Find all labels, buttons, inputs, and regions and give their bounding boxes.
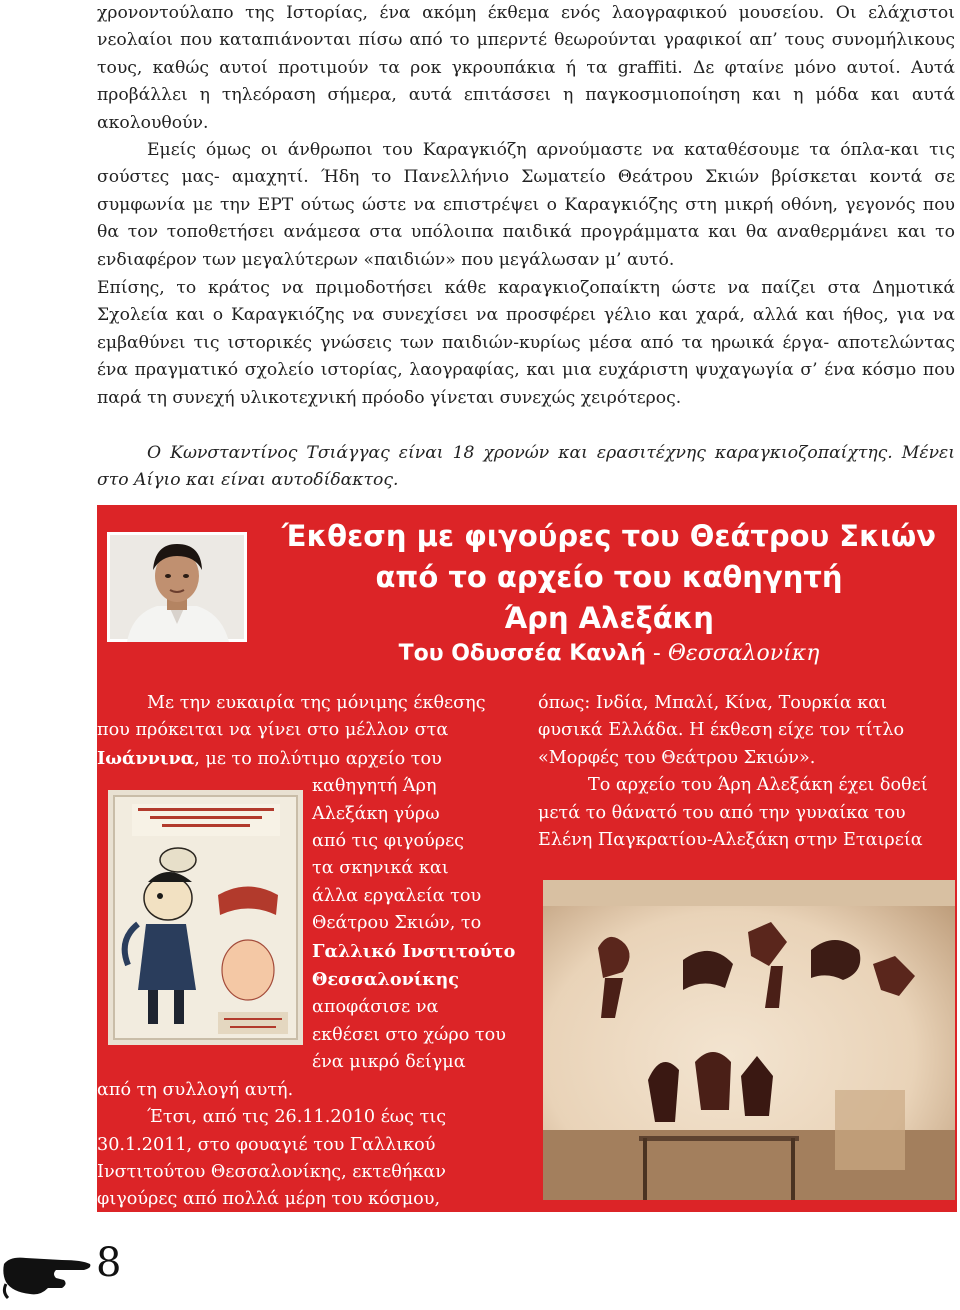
byline-separator: - bbox=[645, 641, 668, 666]
text-line: μετά το θάνατό του από την γυναίκα του bbox=[538, 802, 906, 823]
paragraph-karagiozis-people: Εμείς όμως οι άνθρωποι του Καραγκιόζη αρνούμαστε να καταθέσουμε τα όπλα-και τις σούστες μας- αμαχητί. Ήδη το Πανελλήνιο Σωματείο Θεάτρου Σκιών βρίσκεται κοντά σε συμφωνία με την ΕΡΤ ούτως ώστε να επιστρέψει ο Καραγκιόζης στη μικρή οθόνη, γεγονός που θα τον τοποθετήσει ανάμεσα στα υπόλοιπα παιδικά προγράμματα και θα αναθερμάνει και το ενδιαφέρον των μεγαλύτερων «παιδιών» που μεγάλωσαν μ’ αυτό. bbox=[97, 140, 955, 270]
karagiozis-poster-image bbox=[108, 790, 303, 1045]
text-ioannina: Ιωάννινα bbox=[97, 747, 195, 769]
text-line: Το αρχείο του Άρη Αλεξάκη έχει δοθεί bbox=[588, 775, 928, 796]
article-title bbox=[258, 516, 960, 639]
text-line: καθηγητή Άρη bbox=[312, 776, 437, 797]
text-thessaloniki: Θεσσαλονίκης bbox=[312, 969, 459, 991]
author-note: Ο Κωνσταντίνος Τσιάγγας είναι 18 χρονών και ερασιτέχνης καραγκιοζοπαίχτης. Μένει στο Αίγιο και είναι αυτοδίδακτος. bbox=[97, 443, 955, 491]
text-line: Με την ευκαιρία της μόνιμης έκθεσης bbox=[147, 693, 486, 713]
article-byline bbox=[258, 638, 960, 670]
text-line: ένα μικρό δείγμα bbox=[312, 1052, 466, 1073]
text-line: φυσικά Ελλάδα. Η έκθεση είχε τον τίτλο bbox=[538, 720, 905, 741]
text-line: Ινστιτούτου Θεσσαλονίκης, εκτεθήκαν bbox=[97, 1161, 446, 1182]
text-line: Αλεξάκη γύρω bbox=[312, 803, 440, 824]
pointing-hand-icon bbox=[0, 1248, 92, 1300]
title-line-2: από το αρχείο του καθηγητή bbox=[375, 560, 843, 594]
text-line: από τις φιγούρες bbox=[312, 831, 465, 852]
text-line: από τη συλλογή αυτή. bbox=[97, 1079, 294, 1100]
text-line: φιγούρες από πολλά μέρη του κόσμου, bbox=[97, 1189, 441, 1210]
byline-city: Θεσσαλονίκη bbox=[667, 641, 820, 666]
page-number: 8 bbox=[96, 1240, 122, 1286]
text-institute: Γαλλικό Ινστιτούτο bbox=[312, 940, 516, 962]
article-right-column bbox=[538, 690, 960, 854]
text-line: που πρόκειται να γίνει στο μέλλον στα bbox=[97, 720, 449, 741]
text-line: τα σκηνικά και bbox=[312, 858, 449, 879]
byline-author: Του Οδυσσέα Κανλή bbox=[398, 641, 646, 666]
text-line: άλλα εργαλεία του bbox=[312, 885, 482, 906]
shadow-puppet-exhibition-photo bbox=[543, 880, 955, 1200]
text-line: , με το πολύτιμο αρχείο του bbox=[194, 748, 442, 769]
text-line: Ελένη Παγκρατίου-Αλεξάκη στην Εταιρεία bbox=[538, 830, 923, 851]
title-line-3: Άρη Αλεξάκη bbox=[504, 601, 714, 635]
paragraph-state-support: Επίσης, το κράτος να πριμοδοτήσει κάθε καραγκιοζοπαίκτη ώστε να παίζει στα Δημοτικά Σχολεία και ο Καραγκιόζης να συνεχίσει να προσφέρει γέλιο και χαρά, αλλά και ήθος, για να εμβαθύνει τις ιστορικές γνώσεις των παιδιών-κυρίως μέσα από τα ηρωικά έργα- αποτελώντας ένα πραγματικό σχολείο ιστορίας, λαογραφίας, και μια ευχάριστη ψυχαγωγία σ’ ένα κόσμο που παρά τη συνεχή υλικοτεχνική πρόοδο γίνεται συνεχώς χειρότερος. bbox=[97, 278, 955, 408]
title-line-1: Έκθεση με φιγούρες του Θεάτρου Σκιών bbox=[282, 519, 936, 553]
text-line: όπως: Ινδία, Μπαλί, Κίνα, Τουρκία και bbox=[538, 693, 888, 713]
paragraph-continuation: χρονοντούλαπο της Ιστορίας, ένα ακόμη έκθεμα ενός λαογραφικού μουσείου. Οι ελάχιστοι νεολαίοι που καταπιάνονται πίσω από το μπερντέ θεωρούνται γραφικοί απ’ τους συνομήλικους τους, καθώς αυτοί προτιμούν τα ροκ γκρουπάκια ή τα graffiti. Δε φταίνε μόνο αυτοί. Αυτά προβάλλει η τηλεόραση σήμερα, αυτά επιτάσσει η παγκοσμιοποίηση και η μόδα και αυτά ακολουθούν. bbox=[97, 3, 955, 133]
text-line: εκθέσει στο χώρο του bbox=[312, 1024, 506, 1045]
text-line: 30.1.2011, στο φουαγιέ του Γαλλικού bbox=[97, 1134, 436, 1155]
text-line: Έτσι, από τις 26.11.2010 έως τις bbox=[147, 1107, 447, 1128]
text-line: αποφάσισε να bbox=[312, 997, 439, 1018]
text-line: «Μορφές του Θεάτρου Σκιών». bbox=[538, 747, 816, 768]
author-portrait bbox=[107, 532, 247, 642]
text-line: Θεάτρου Σκιών, το bbox=[312, 913, 482, 934]
